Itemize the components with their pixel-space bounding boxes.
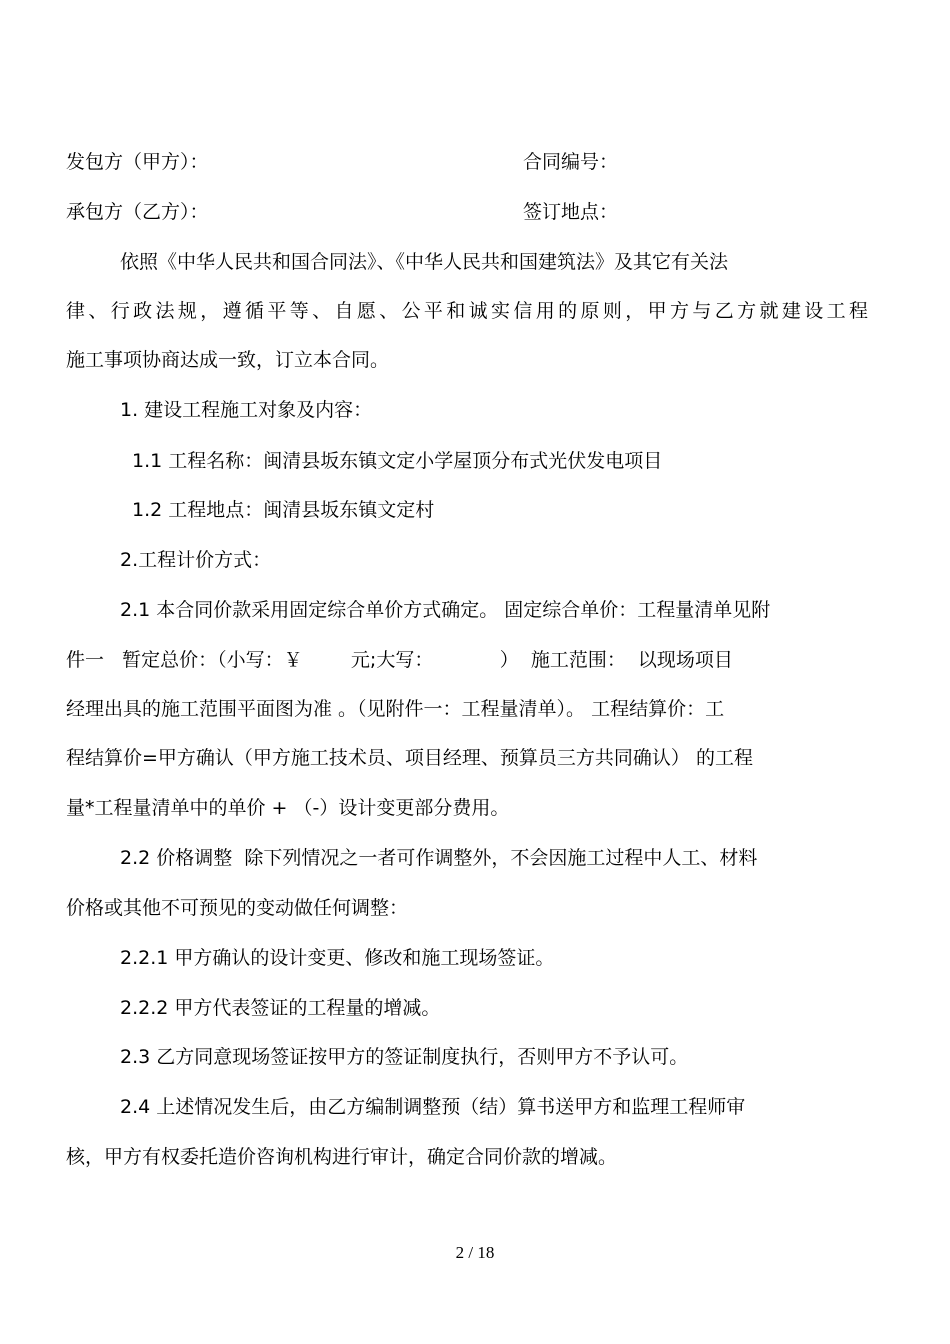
section-2-2-line-1: 2.2 价格调整 除下列情况之一者可作调整外，不会因施工过程中人工、材料 bbox=[120, 847, 758, 869]
section-2-1-line-3: 经理出具的施工范围平面图为准 。（见附件一：工程量清单）。 工程结算价：工 bbox=[66, 698, 725, 720]
section-2-4-line-2: 核，甲方有权委托造价咨询机构进行审计，确定合同价款的增减。 bbox=[66, 1146, 618, 1168]
section-2-1-line-2: 件一 暂定总价：（小写：￥ 元;大写： ） 施工范围： 以现场项目 bbox=[66, 649, 733, 671]
section-1-2-project-location: 1.2 工程地点：闽清县坂东镇文定村 bbox=[132, 499, 435, 521]
section-2-3: 2.3 乙方同意现场签证按甲方的签证制度执行，否则甲方不予认可。 bbox=[120, 1046, 689, 1068]
section-2-1-line-4: 程结算价=甲方确认（甲方施工技术员、项目经理、预算员三方共同确认） 的工程 bbox=[66, 747, 753, 769]
party-b-label: 承包方（乙方）： bbox=[66, 201, 209, 223]
section-2-1-line-1: 2.1 本合同价款采用固定综合单价方式确定。 固定综合单价：工程量清单见附 bbox=[120, 599, 771, 621]
signing-place-label: 签订地点： bbox=[523, 201, 619, 223]
section-1-1-project-name: 1.1 工程名称：闽清县坂东镇文定小学屋顶分布式光伏发电项目 bbox=[132, 450, 663, 472]
section-1-heading: 1. 建设工程施工对象及内容： bbox=[120, 399, 373, 421]
intro-line-2: 律、行政法规，遵循平等、自愿、公平和诚实信用的原则，甲方与乙方就建设工程 bbox=[66, 300, 868, 322]
intro-line-1: 依照《中华人民共和国合同法》、《中华人民共和国建筑法》及其它有关法 bbox=[120, 251, 729, 273]
section-2-2-1: 2.2.1 甲方确认的设计变更、修改和施工现场签证。 bbox=[120, 947, 555, 969]
section-2-2-line-2: 价格或其他不可预见的变动做任何调整： bbox=[66, 897, 409, 919]
intro-line-3: 施工事项协商达成一致，订立本合同。 bbox=[66, 349, 390, 371]
section-2-2-2: 2.2.2 甲方代表签证的工程量的增减。 bbox=[120, 997, 441, 1019]
page-indicator: 2 / 18 bbox=[455, 1243, 495, 1262]
section-2-1-line-5: 量*工程量清单中的单价 + （-）设计变更部分费用。 bbox=[66, 797, 510, 819]
contract-number-label: 合同编号： bbox=[523, 151, 619, 173]
section-2-heading: 2.工程计价方式： bbox=[120, 549, 272, 571]
party-a-label: 发包方（甲方）： bbox=[66, 151, 209, 173]
section-2-4-line-1: 2.4 上述情况发生后，由乙方编制调整预（结）算书送甲方和监理工程师审 bbox=[120, 1096, 746, 1118]
